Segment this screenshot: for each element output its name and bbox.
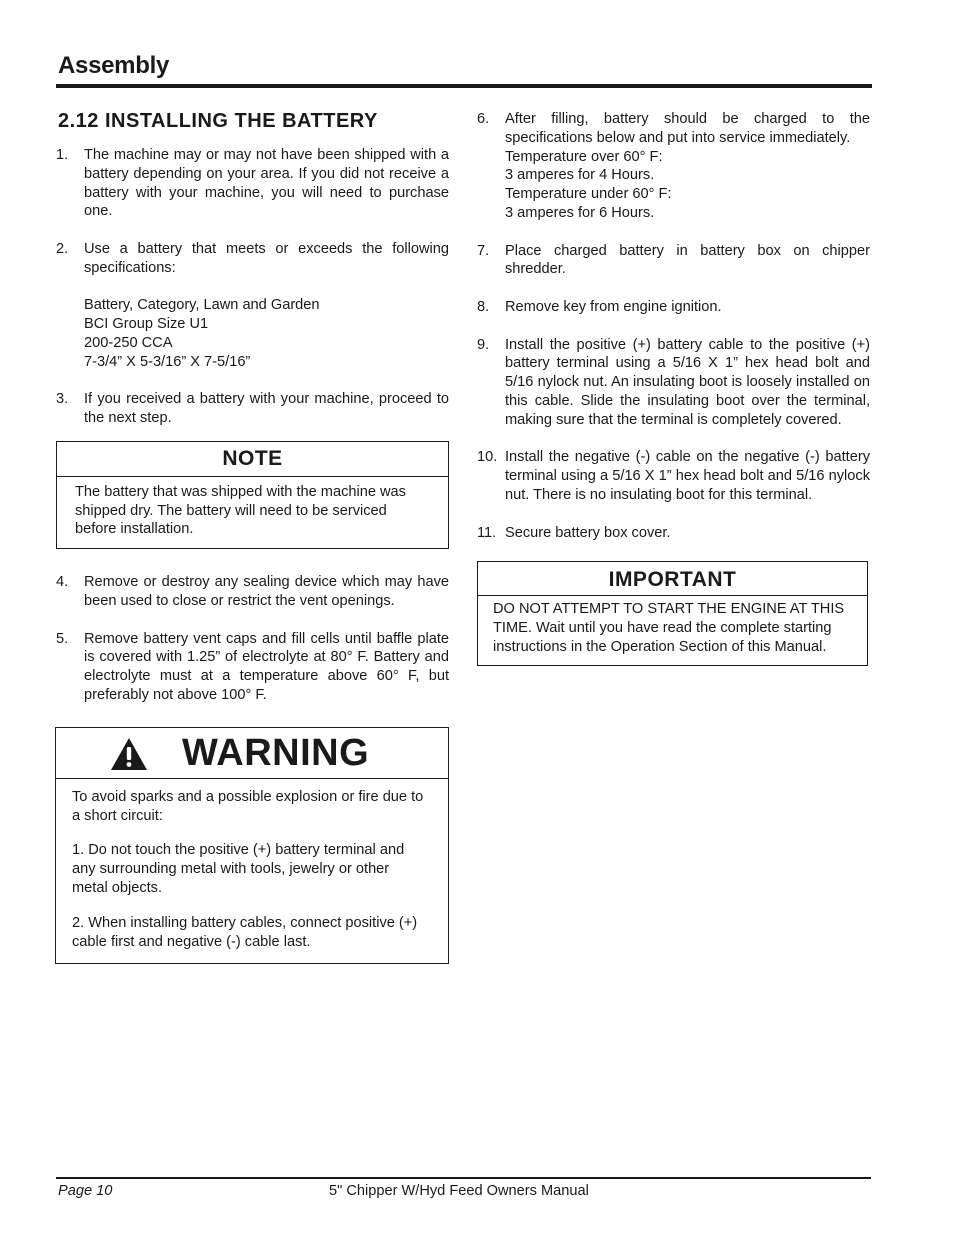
list-item — [56, 390, 449, 428]
charging-spec-list: Temperature over 60° F: 3 amperes for 4 Hours. Temperature under 60° F: 3 amperes for 6 Hours. — [505, 148, 672, 221]
item-body — [84, 240, 449, 372]
warning-paragraph: To avoid sparks and a possible explosion or fire due to a short circuit: — [72, 788, 424, 824]
item-number: 1. — [56, 147, 69, 163]
list-item — [56, 573, 449, 611]
item-number: 10. — [477, 449, 498, 466]
item-number: 3. — [56, 391, 69, 408]
item-text: After filling, battery should be charged to the specifications below and put into service immediately. — [505, 111, 870, 146]
item-number: 5. — [56, 630, 69, 647]
item-text: Install the negative (-) cable on the negative (-) battery terminal using a 5/16 X 1” hex head bolt and 5/16 nylock nut. There is no insulating boot for this terminal. — [505, 449, 870, 503]
footer-document-title: 5" Chipper W/Hyd Feed Owners Manual — [329, 1183, 589, 1199]
right-column — [477, 110, 870, 666]
item-text: Remove battery vent caps and fill cells until baffle plate is covered with 1.25” of electrolyte at 80° F. Battery and electrolyte must at a temperature above 60° F, but preferably not above 100° F. — [84, 630, 449, 703]
header-divider — [56, 84, 872, 88]
note-body: The battery that was shipped with the machine was shipped dry. The battery will need to be serviced before installation. — [75, 483, 406, 538]
list-item — [56, 630, 449, 705]
note-heading: NOTE — [57, 442, 448, 477]
item-text: The machine may or may not have been shipped with a battery depending on your area. If you did not receive a battery with your machine, you will need to purchase one. — [84, 147, 449, 220]
list-item — [477, 448, 870, 504]
list-item — [56, 146, 449, 221]
item-text: Place charged battery in battery box on chipper shredder. — [505, 242, 870, 278]
item-text: Remove key from engine ignition. — [505, 298, 722, 315]
item-text: If you received a battery with your machine, proceed to the next step. — [84, 391, 449, 427]
item-number: 7. — [477, 242, 490, 259]
page-header-title: Assembly — [58, 52, 169, 79]
item-text: Use a battery that meets or exceeds the following specifications: — [84, 240, 449, 276]
item-number: 8. — [477, 298, 490, 315]
footer-divider — [56, 1177, 871, 1179]
warning-paragraph: 1. Do not touch the positive (+) battery terminal and any surrounding metal with tools, jewelry or other metal objects. — [72, 842, 405, 896]
important-body: DO NOT ATTEMPT TO START THE ENGINE AT THIS TIME. Wait until you have read the complete starting instructions in the Operation Section of this Manual. — [493, 601, 845, 655]
warning-body — [56, 779, 448, 964]
warning-paragraph: 2. When installing battery cables, connect positive (+) cable first and negative (-) cable last. — [72, 914, 418, 950]
list-item — [477, 110, 870, 223]
item-text: Secure battery box cover. — [505, 524, 671, 541]
note-box — [56, 441, 449, 549]
warning-header — [56, 728, 448, 779]
list-item — [477, 242, 870, 280]
important-box — [477, 561, 868, 665]
list-item — [477, 524, 870, 543]
list-item — [477, 336, 870, 430]
item-number: 9. — [477, 336, 490, 353]
item-number: 4. — [56, 574, 69, 591]
important-heading: IMPORTANT — [478, 562, 867, 596]
warning-box — [55, 727, 449, 965]
footer-page-number: Page 10 — [58, 1183, 113, 1199]
section-title: 2.12 INSTALLING THE BATTERY — [58, 110, 378, 132]
item-number: 6. — [477, 111, 490, 127]
list-item — [56, 240, 449, 372]
battery-spec-list: Battery, Category, Lawn and Garden BCI Group Size U1 200-250 CCA 7-3/4” X 5-3/16” X 7-5/16” — [84, 297, 320, 370]
item-body — [505, 110, 870, 223]
warning-heading: WARNING — [182, 731, 370, 774]
item-text: Remove or destroy any sealing device which may have been used to close or restrict the vent openings. — [84, 574, 449, 609]
list-item — [477, 298, 870, 317]
item-number: 2. — [56, 240, 69, 257]
warning-triangle-icon — [110, 737, 148, 777]
left-column — [56, 108, 449, 964]
item-number: 11. — [477, 524, 497, 541]
item-text: Install the positive (+) battery cable to the positive (+) battery terminal using a 5/16 X 1” hex head bolt and 5/16 nylock nut. An insulating boot is loosely installed on this cable. Slide the insulating boot over the terminal, making sure that the terminal is completely covered. — [505, 336, 870, 428]
